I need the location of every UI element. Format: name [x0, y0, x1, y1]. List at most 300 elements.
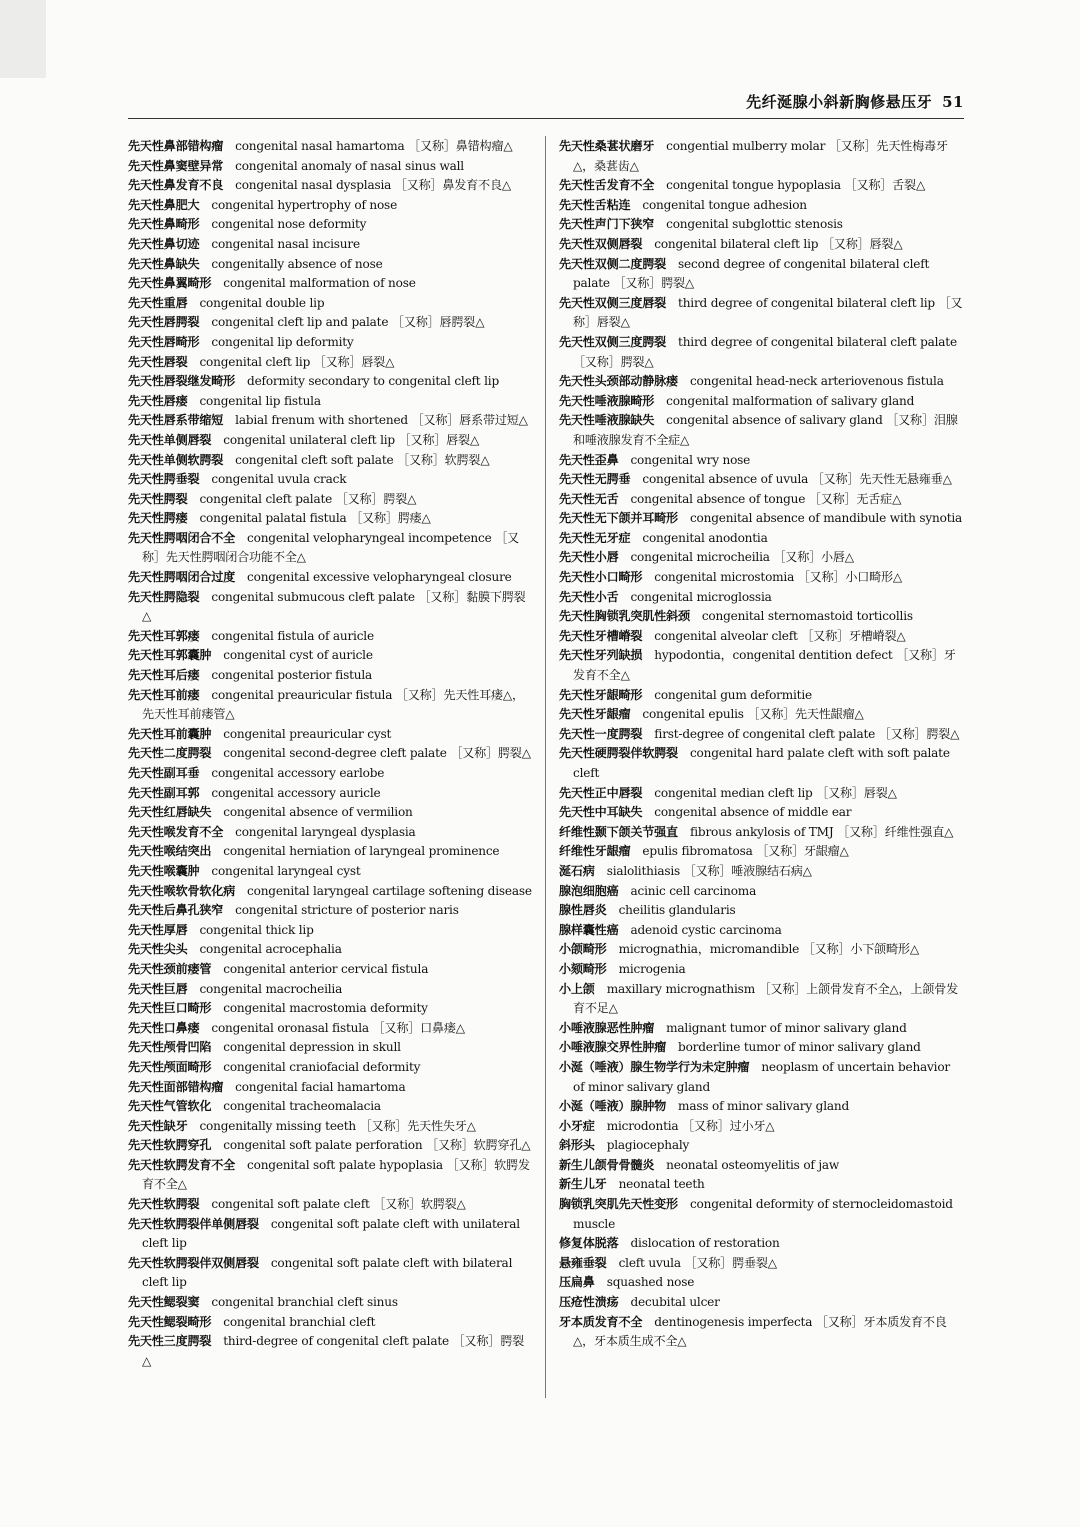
entry-term: 先天性舌发育不全	[559, 178, 655, 193]
entry-definition: congenital soft palate cleft ［又称］软腭裂△	[211, 1197, 466, 1212]
dictionary-entry	[559, 1019, 964, 1039]
entry-term: 先天性鳃裂窦	[128, 1295, 200, 1310]
dictionary-entry	[128, 1254, 533, 1293]
entry-definition: congenital preauricular fistula ［又称］先天性耳瘘△，先天性耳前瘘管△	[142, 687, 524, 722]
entry-term: 先天性颅面畸形	[128, 1059, 212, 1074]
entry-definition: congenital gum deformitie	[654, 687, 812, 702]
dictionary-entry	[559, 1117, 964, 1137]
entry-definition: congenital nasal incisure	[211, 236, 360, 251]
dictionary-entry	[128, 725, 533, 745]
entry-term: 先天性三度腭裂	[128, 1334, 212, 1349]
entry-term: 先天性小唇	[559, 550, 619, 565]
dictionary-entry	[559, 646, 964, 685]
entry-term: 小牙症	[559, 1118, 595, 1133]
dictionary-entry	[559, 333, 964, 372]
entry-definition: congenital hypertrophy of nose	[211, 197, 398, 212]
dictionary-entry	[128, 255, 533, 275]
entry-term: 先天性腭咽闭合不全	[128, 530, 236, 545]
entry-term: 先天性鼻发育不良	[128, 178, 224, 193]
entry-term: 先天性厚唇	[128, 922, 188, 937]
entry-definition: microdontia ［又称］过小牙△	[606, 1118, 775, 1133]
entry-definition: congenital herniation of laryngeal prominence	[223, 844, 500, 859]
entry-term: 先天性唾液腺畸形	[559, 393, 655, 408]
entry-definition: congenital cyst of auricle	[223, 648, 373, 663]
dictionary-entry	[559, 451, 964, 471]
entry-definition: sialolithiasis ［又称］唾液腺结石病△	[606, 863, 812, 878]
dictionary-entry	[559, 215, 964, 235]
entry-term: 先天性气管软化	[128, 1099, 212, 1114]
dictionary-entry	[559, 725, 964, 745]
entry-term: 先天性双侧唇裂	[559, 236, 643, 251]
dictionary-entry	[128, 960, 533, 980]
entry-definition: congenital depression in skull	[223, 1040, 401, 1055]
entry-definition: decubital ulcer	[630, 1295, 720, 1310]
entry-term: 先天性腭裂	[128, 491, 188, 506]
entry-definition: congenital macrostomia deformity	[223, 1001, 428, 1016]
entry-term: 先天性唇裂继发畸形	[128, 374, 236, 389]
entry-term: 先天性牙龈瘤	[559, 707, 631, 722]
dictionary-entry	[128, 921, 533, 941]
entry-term: 先天性耳前瘘	[128, 687, 200, 702]
entry-term: 先天性舌粘连	[559, 197, 631, 212]
page-number: 51	[942, 93, 964, 111]
entry-definition: congenital absence of salivary gland ［又称］泪腺和唾液腺发育不全症△	[573, 413, 958, 447]
entry-term: 先天性耳后瘘	[128, 668, 200, 683]
entry-term: 腺泡细胞癌	[559, 883, 619, 898]
entry-definition: congenital excessive velopharyngeal closure	[247, 570, 512, 585]
entry-definition: neoplasm of uncertain behavior of minor salivary gland	[573, 1059, 950, 1094]
dictionary-entry	[128, 215, 533, 235]
entry-term: 新生儿牙	[559, 1177, 607, 1192]
entry-term: 先天性后鼻孔狭窄	[128, 903, 224, 918]
entry-term: 胸锁乳突肌先天性变形	[559, 1197, 678, 1212]
entry-term: 先天性双侧二度腭裂	[559, 256, 667, 271]
entry-term: 先天性歪鼻	[559, 452, 619, 467]
entry-definition: dentinogenesis imperfecta ［又称］牙本质发育不良△，牙本质生成不全△	[573, 1314, 947, 1349]
dictionary-entry	[128, 803, 533, 823]
entry-term: 先天性鼻畸形	[128, 217, 200, 232]
running-header	[128, 88, 964, 119]
entry-definition: congenital malformation of salivary gland	[666, 393, 915, 408]
dictionary-entry	[128, 1019, 533, 1039]
dictionary-entry	[128, 313, 533, 333]
dictionary-entry	[128, 431, 533, 451]
dictionary-entry	[559, 882, 964, 902]
entry-definition: congenital second-degree cleft palate ［又称］腭裂△	[223, 746, 531, 761]
dictionary-entry	[128, 1097, 533, 1117]
dictionary-entry	[128, 823, 533, 843]
entry-term: 先天性鼻部错构瘤	[128, 139, 224, 153]
entry-definition: maxillary micrognathism ［又称］上颌骨发育不全△，上颌骨发育不足△	[573, 981, 959, 1016]
dictionary-entry	[128, 353, 533, 373]
entry-term: 先天性面部错构瘤	[128, 1079, 224, 1094]
dictionary-entry	[128, 1058, 533, 1078]
right-column	[559, 137, 964, 1352]
dictionary-entry	[128, 1293, 533, 1313]
entry-definition: congential mulberry molar ［又称］先天性梅毒牙△，桑葚齿△	[573, 139, 948, 173]
entry-definition: congenital facial hamartoma	[235, 1079, 406, 1094]
entry-term: 先天性小口畸形	[559, 570, 643, 585]
entry-term: 先天性头颈部动静脉瘘	[559, 374, 678, 389]
dictionary-entry	[559, 921, 964, 941]
entry-definition: congenital anterior cervical fistula	[223, 961, 429, 976]
entry-term: 涎石病	[559, 863, 595, 878]
dictionary-entry	[128, 1078, 533, 1098]
entry-definition: epulis fibromatosa ［又称］牙龈瘤△	[642, 844, 849, 859]
dictionary-entry	[559, 686, 964, 706]
dictionary-entry	[559, 1273, 964, 1293]
dictionary-entry	[128, 862, 533, 882]
dictionary-entry	[559, 1058, 964, 1097]
entry-definition: hypodontia，congenital dentition defect ［又称］牙发育不全△	[573, 648, 956, 683]
dictionary-entry	[559, 960, 964, 980]
dictionary-entry	[128, 333, 533, 353]
dictionary-entry	[128, 627, 533, 647]
entry-term: 先天性单侧唇裂	[128, 432, 212, 447]
entry-definition: congenital lip deformity	[211, 334, 354, 349]
dictionary-entry	[559, 842, 964, 862]
entry-definition: malignant tumor of minor salivary gland	[666, 1020, 907, 1035]
entry-definition: congenital fistula of auricle	[211, 628, 374, 643]
dictionary-entry	[559, 294, 964, 333]
dictionary-entry	[559, 1038, 964, 1058]
entry-term: 先天性腭垂裂	[128, 472, 200, 487]
entry-definition: deformity secondary to congenital cleft lip	[247, 374, 499, 389]
entry-definition: congenital accessory earlobe	[211, 766, 385, 780]
dictionary-entry	[128, 686, 533, 725]
entry-definition: congenital posterior fistula	[211, 668, 373, 683]
entry-term: 先天性牙槽嵴裂	[559, 628, 643, 643]
entry-definition: neonatal osteomyelitis of jaw	[666, 1157, 840, 1172]
entry-term: 先天性软腭裂	[128, 1197, 200, 1212]
dictionary-entry	[559, 784, 964, 804]
dictionary-entry	[559, 529, 964, 549]
entry-definition: squashed nose	[606, 1275, 695, 1290]
entry-definition: congenital absence of middle ear	[654, 805, 852, 820]
entry-definition: congenital bilateral cleft lip ［又称］唇裂△	[654, 236, 903, 251]
entry-definition: congenital soft palate hypoplasia ［又称］软腭发育不全△	[142, 1157, 530, 1192]
entry-definition: congenital double lip	[199, 295, 325, 310]
entry-definition: congenital palatal fistula ［又称］腭瘘△	[199, 511, 431, 526]
entry-term: 先天性腭咽闭合过度	[128, 570, 236, 585]
entry-definition: congenital craniofacial deformity	[223, 1059, 421, 1074]
entry-definition: third-degree of congenital cleft palate ［又称］腭裂△	[142, 1334, 524, 1368]
entry-definition: congenital tracheomalacia	[223, 1099, 381, 1114]
entry-definition: congenital macrocheilia	[199, 981, 343, 996]
dictionary-entry	[559, 1313, 964, 1352]
entry-term: 小唾液腺交界性肿瘤	[559, 1040, 667, 1055]
entry-definition: congenital nasal hamartoma ［又称］鼻错构瘤△	[235, 139, 513, 153]
dictionary-entry	[559, 940, 964, 960]
entry-term: 先天性声门下狭窄	[559, 217, 655, 232]
entry-term: 先天性双侧三度唇裂	[559, 295, 667, 310]
entry-definition: congenital uvula crack	[211, 472, 347, 487]
dictionary-entry	[559, 1156, 964, 1176]
entry-definition: congenital laryngeal dysplasia	[235, 824, 416, 839]
entry-definition: congenital soft palate perforation ［又称］软腭穿孔△	[223, 1138, 531, 1153]
dictionary-entry	[559, 1097, 964, 1117]
entry-definition: neonatal teeth	[618, 1177, 705, 1192]
dictionary-entry	[128, 646, 533, 666]
dictionary-entry	[128, 1215, 533, 1254]
dictionary-entry	[559, 588, 964, 608]
entry-term: 先天性鼻窦壁异常	[128, 158, 224, 173]
entry-term: 先天性口鼻瘘	[128, 1020, 200, 1035]
dictionary-entry	[559, 1195, 964, 1234]
entry-definition: congenital malformation of nose	[223, 276, 416, 291]
entry-definition: congenital velopharyngeal incompetence ［又称］先天性腭咽闭合功能不全△	[142, 530, 519, 565]
header-index-characters: 先纤涎腺小斜新胸修悬压牙	[746, 93, 933, 111]
entry-definition: congenital lip fistula	[199, 393, 321, 408]
entry-definition: congenital cleft lip ［又称］唇裂△	[199, 354, 395, 369]
entry-definition: congenital nasal dysplasia ［又称］鼻发育不良△	[235, 178, 511, 193]
entry-term: 先天性无舌	[559, 491, 619, 506]
entry-term: 先天性软腭裂伴双侧唇裂	[128, 1255, 259, 1270]
dictionary-entry	[559, 744, 964, 783]
dictionary-entry	[559, 137, 964, 176]
entry-definition: congenital submucous cleft palate ［又称］黏膜下腭裂△	[142, 589, 526, 624]
dictionary-entry	[559, 627, 964, 647]
dictionary-entry	[559, 548, 964, 568]
dictionary-entry	[128, 509, 533, 529]
entry-term: 先天性软腭穿孔	[128, 1138, 212, 1153]
entry-definition: congenital epulis ［又称］先天性龈瘤△	[642, 707, 864, 722]
dictionary-entry	[128, 411, 533, 431]
entry-term: 先天性双侧三度腭裂	[559, 334, 667, 349]
entry-term: 先天性巨唇	[128, 981, 188, 996]
entry-term: 先天性二度腭裂	[128, 746, 212, 761]
entry-term: 修复体脱落	[559, 1236, 619, 1251]
dictionary-entry	[128, 980, 533, 1000]
entry-term: 纤维性颞下颌关节强直	[559, 824, 678, 839]
entry-term: 先天性耳郭囊肿	[128, 648, 212, 663]
dictionary-entry	[128, 999, 533, 1019]
entry-term: 悬雍垂裂	[559, 1255, 607, 1270]
dictionary-entry	[559, 470, 964, 490]
entry-term: 先天性无腭垂	[559, 472, 631, 487]
entry-term: 先天性唇裂	[128, 354, 188, 369]
entry-term: 先天性正中唇裂	[559, 785, 643, 800]
dictionary-entry	[128, 274, 533, 294]
entry-term: 先天性鳃裂畸形	[128, 1314, 212, 1329]
dictionary-entry	[559, 255, 964, 294]
dictionary-entry	[559, 568, 964, 588]
dictionary-entry	[128, 882, 533, 902]
dictionary-entry	[128, 1136, 533, 1156]
entry-term: 先天性尖头	[128, 942, 188, 957]
entry-term: 先天性红唇缺失	[128, 805, 212, 820]
entry-definition: congenital acrocephalia	[199, 942, 342, 957]
entry-term: 先天性中耳缺失	[559, 805, 643, 820]
dictionary-entry	[128, 137, 533, 157]
entry-term: 腺性唇炎	[559, 903, 607, 918]
entry-definition: fibrous ankylosis of TMJ ［又称］纤维性强直△	[689, 824, 954, 839]
entry-term: 先天性耳前囊肿	[128, 726, 212, 741]
entry-term: 先天性软腭发育不全	[128, 1157, 236, 1172]
entry-definition: dislocation of restoration	[630, 1236, 780, 1251]
entry-term: 先天性单侧软腭裂	[128, 452, 224, 467]
header-title	[746, 91, 964, 112]
entry-definition: congenital unilateral cleft lip ［又称］唇裂△	[223, 432, 480, 447]
entry-term: 先天性耳郭瘘	[128, 628, 200, 643]
dictionary-entry	[559, 411, 964, 450]
entry-term: 先天性鼻切迹	[128, 236, 200, 251]
dictionary-entry	[559, 372, 964, 392]
entry-term: 先天性副耳郭	[128, 785, 200, 800]
entry-term: 纤维性牙龈瘤	[559, 844, 631, 859]
dictionary-entry	[559, 1175, 964, 1195]
dictionary-entry	[128, 392, 533, 412]
entry-definition: congenitally absence of nose	[211, 256, 383, 271]
dictionary-entry	[128, 744, 533, 764]
dictionary-entry	[128, 588, 533, 627]
entry-definition: congenitally missing teeth ［又称］先天性失牙△	[199, 1118, 476, 1133]
dictionary-entry	[128, 1313, 533, 1333]
dictionary-entry	[559, 1136, 964, 1156]
dictionary-entry	[559, 705, 964, 725]
entry-term: 先天性唇瘘	[128, 393, 188, 408]
entry-definition: congenital microstomia ［又称］小口畸形△	[654, 570, 903, 585]
entry-term: 小颏畸形	[559, 961, 607, 976]
entry-term: 腺样囊性癌	[559, 922, 619, 937]
entry-definition: third degree of congenital bilateral cleft palate ［又称］腭裂△	[573, 334, 957, 369]
entry-term: 小涎（唾液）腺肿物	[559, 1099, 667, 1114]
dictionary-entry	[128, 176, 533, 196]
entry-definition: congenital oronasal fistula ［又称］口鼻瘘△	[211, 1020, 465, 1035]
dictionary-entry	[128, 842, 533, 862]
entry-definition: congenital alveolar cleft ［又称］牙槽嵴裂△	[654, 628, 906, 643]
entry-term: 小唾液腺恶性肿瘤	[559, 1020, 655, 1035]
dictionary-entry	[128, 372, 533, 392]
entry-term: 先天性喉结突出	[128, 844, 212, 859]
entry-definition: congenital absence of vermilion	[223, 805, 413, 820]
dictionary-entry	[559, 509, 964, 529]
entry-definition: congenital laryngeal cartilage softening disease	[247, 883, 532, 898]
dictionary-entry	[128, 764, 533, 784]
entry-term: 先天性缺牙	[128, 1118, 188, 1133]
entry-definition: labial frenum with shortened ［又称］唇系带过短△	[235, 413, 528, 428]
dictionary-entry	[559, 1293, 964, 1313]
entry-term: 先天性鼻肥大	[128, 197, 200, 212]
dictionary-entry	[559, 490, 964, 510]
dictionary-entry	[559, 1234, 964, 1254]
entry-definition: third degree of congenital bilateral cleft lip ［又称］唇裂△	[573, 295, 963, 330]
entry-term: 先天性唾液腺缺失	[559, 413, 655, 428]
entry-definition: congenital accessory auricle	[211, 785, 381, 800]
dictionary-entry	[559, 607, 964, 627]
dictionary-entry	[128, 470, 533, 490]
entry-term: 先天性一度腭裂	[559, 726, 643, 741]
dictionary-entry	[128, 451, 533, 471]
entry-term: 先天性小舌	[559, 589, 619, 604]
entry-definition: congenital cleft palate ［又称］腭裂△	[199, 491, 417, 506]
entry-term: 先天性唇系带缩短	[128, 413, 224, 428]
entry-definition: congenital anomaly of nasal sinus wall	[235, 158, 464, 173]
dictionary-entry	[559, 176, 964, 196]
entry-definition: microgenia	[618, 961, 686, 976]
entry-definition: congenital hard palate cleft with soft palate cleft	[573, 746, 950, 780]
dictionary-entry	[559, 235, 964, 255]
entry-definition: congenital sternomastoid torticollis	[701, 609, 913, 624]
entry-definition: first-degree of congenital cleft palate ［又称］腭裂△	[654, 726, 960, 741]
entry-definition: congenital preauricular cyst	[223, 726, 392, 741]
entry-term: 先天性鼻翼畸形	[128, 276, 212, 291]
dictionary-entry	[128, 568, 533, 588]
entry-definition: congenital cleft soft palate ［又称］软腭裂△	[235, 452, 490, 467]
entry-term: 先天性颅骨凹陷	[128, 1040, 212, 1055]
entry-definition: congenital soft palate cleft with unilateral cleft lip	[142, 1216, 520, 1251]
entry-definition: congenital stricture of posterior naris	[235, 903, 459, 918]
entry-definition: congenital cleft lip and palate ［又称］唇腭裂△	[211, 315, 485, 330]
entry-definition: congenital soft palate cleft with bilateral cleft lip	[142, 1255, 513, 1290]
dictionary-entry	[559, 1254, 964, 1274]
entry-term: 先天性喉囊肿	[128, 863, 200, 878]
dictionary-entry	[559, 980, 964, 1019]
entry-term: 先天性腭瘘	[128, 511, 188, 526]
entry-term: 先天性牙列缺损	[559, 648, 643, 663]
dictionary-entry	[128, 1117, 533, 1137]
dictionary-entry	[128, 1038, 533, 1058]
entry-definition: micrognathia，micromandible ［又称］小下颌畸形△	[618, 942, 919, 957]
entry-term: 先天性腭隐裂	[128, 589, 200, 604]
entry-term: 牙本质发育不全	[559, 1314, 643, 1329]
entry-term: 先天性颈前瘘管	[128, 961, 212, 976]
dictionary-entry	[128, 294, 533, 314]
dictionary-entry	[128, 1195, 533, 1215]
entry-definition: congenital tongue adhesion	[642, 197, 807, 212]
dictionary-entry	[559, 862, 964, 882]
entry-definition: congenital branchial cleft sinus	[211, 1295, 398, 1310]
dictionary-entry	[128, 1332, 533, 1371]
entry-definition: congenital thick lip	[199, 922, 314, 937]
entry-term: 斜形头	[559, 1138, 595, 1153]
entry-term: 先天性胸锁乳突肌性斜颈	[559, 609, 690, 624]
entry-definition: second degree of congenital bilateral cleft palate ［又称］腭裂△	[573, 256, 930, 291]
entry-term: 压扁鼻	[559, 1275, 595, 1290]
entry-definition: congenital head-neck arteriovenous fistula	[689, 374, 944, 389]
entry-term: 先天性硬腭裂伴软腭裂	[559, 746, 678, 761]
entry-term: 先天性鼻缺失	[128, 256, 200, 271]
entry-definition: congenital tongue hypoplasia ［又称］舌裂△	[666, 178, 926, 193]
entry-term: 先天性副耳垂	[128, 766, 200, 780]
dictionary-entry	[128, 666, 533, 686]
entry-term: 先天性唇畸形	[128, 334, 200, 349]
entry-definition: congenital subglottic stenosis	[666, 217, 843, 232]
left-column	[128, 137, 533, 1371]
entry-definition: congenital microcheilia ［又称］小唇△	[630, 550, 854, 565]
entry-definition: congenital laryngeal cyst	[211, 863, 361, 878]
entry-definition: congenital absence of mandibule with synotia	[689, 511, 963, 526]
column-divider	[545, 136, 546, 1398]
entry-definition: mass of minor salivary gland	[678, 1099, 850, 1114]
entry-definition: adenoid cystic carcinoma	[630, 922, 782, 937]
dictionary-entry	[128, 940, 533, 960]
dictionary-entry	[128, 157, 533, 177]
entry-term: 新生儿颌骨骨髓炎	[559, 1157, 655, 1172]
entry-definition: congenital absence of uvula ［又称］先天性无悬雍垂△	[642, 472, 952, 487]
entry-term: 先天性桑葚状磨牙	[559, 139, 655, 153]
entry-term: 小颌畸形	[559, 942, 607, 957]
entry-definition: borderline tumor of minor salivary gland	[678, 1040, 921, 1055]
dictionary-entry	[128, 490, 533, 510]
dictionary-entry	[559, 196, 964, 216]
dictionary-entry	[559, 803, 964, 823]
entry-term: 先天性喉发育不全	[128, 824, 224, 839]
entry-definition: cleft uvula ［又称］腭垂裂△	[618, 1255, 777, 1270]
entry-term: 先天性喉软骨软化病	[128, 883, 236, 898]
entry-definition: congenital nose deformity	[211, 217, 367, 232]
entry-term: 先天性牙龈畸形	[559, 687, 643, 702]
